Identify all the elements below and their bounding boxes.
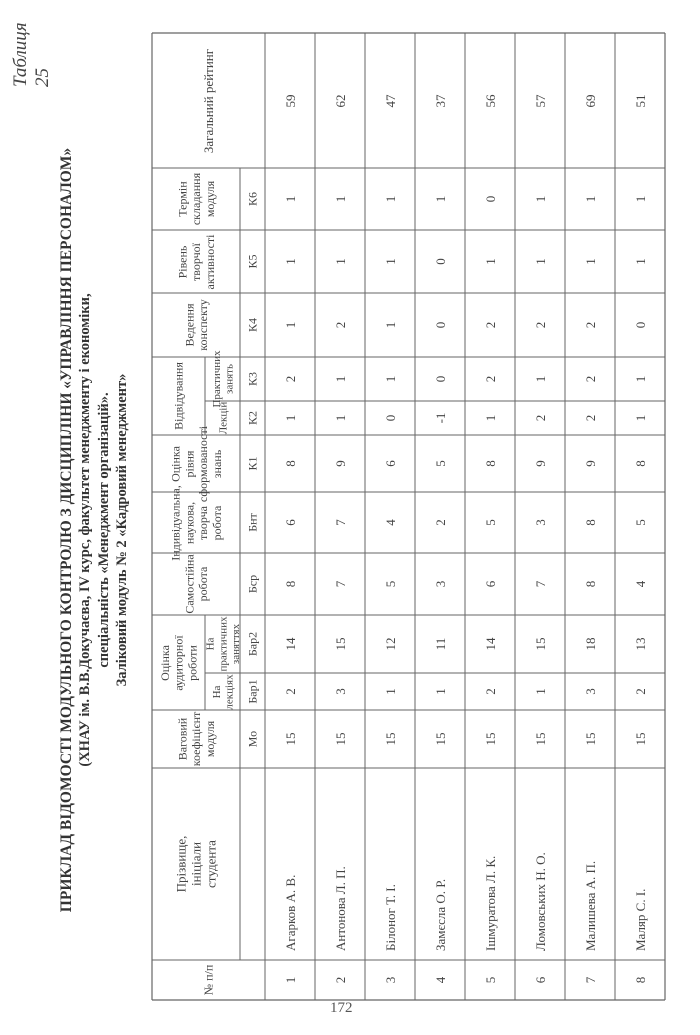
- header-on-practical: заняттях: [230, 623, 242, 665]
- header-weight-coefficient: Ваговий: [175, 717, 190, 761]
- row-number: 4: [433, 976, 448, 984]
- total-rating: 57: [533, 94, 548, 108]
- cell-k6: 0: [483, 195, 498, 203]
- student-name: Ішмуратова Л. К.: [483, 855, 498, 951]
- header-knowledge-level: знань: [209, 449, 224, 479]
- header-self-work: робота: [196, 566, 211, 602]
- header-code: К4: [245, 317, 260, 333]
- header-knowledge-level: Оцінка: [168, 446, 183, 482]
- row-number: 5: [483, 976, 498, 984]
- table-caption: Таблиця 25: [10, 22, 53, 87]
- cell-k3: 1: [383, 375, 398, 383]
- cell-mo: 15: [583, 732, 598, 746]
- header-individual-work: робота: [209, 505, 224, 541]
- cell-mo: 15: [483, 732, 498, 746]
- cell-bnt: 2: [433, 519, 448, 526]
- header-notes: конспекту: [196, 299, 211, 351]
- cell-k2: 1: [283, 414, 298, 422]
- total-rating: 69: [583, 94, 598, 108]
- header-individual-work: Індивідуальна,: [168, 485, 183, 561]
- cell-k4: 2: [583, 321, 598, 329]
- header-individual-work: творча: [196, 506, 211, 540]
- cell-b1: 1: [433, 688, 448, 695]
- total-rating: 56: [483, 94, 498, 108]
- cell-k5: 1: [483, 258, 498, 265]
- cell-k2: -1: [433, 412, 448, 424]
- cell-b1: 1: [533, 688, 548, 695]
- cell-b2: 14: [283, 637, 298, 651]
- row-number: 3: [383, 976, 398, 984]
- table-title-line-1: ПРИКЛАД ВІДОМОСТІ МОДУЛЬНОГО КОНТРОЛЮ З ДИСЦИПЛІНИ «УПРАВЛІННЯ ПЕРСОНАЛОМ»: [58, 147, 75, 913]
- cell-k1: 5: [433, 460, 448, 467]
- student-name: Білоног Т. І.: [383, 884, 398, 951]
- cell-k4: 0: [433, 321, 448, 329]
- header-code: К2: [245, 410, 260, 426]
- header-self-work: Самостійна: [182, 554, 197, 614]
- header-code: Бар1: [245, 679, 260, 704]
- cell-k2: 1: [633, 414, 648, 422]
- header-knowledge-level: сформованості: [196, 425, 211, 503]
- cell-k3: 2: [483, 375, 498, 383]
- header-creative-activity: активності: [203, 234, 217, 290]
- table-title-line-2: (ХНАУ ім. В.В.Докучаєва, IV курс, факультет менеджменту і економіки,: [77, 293, 93, 767]
- cell-mo: 15: [333, 732, 348, 746]
- cell-bnt: 6: [283, 519, 298, 526]
- cell-k4: 2: [333, 321, 348, 329]
- student-name: Маляр С. І.: [633, 888, 648, 951]
- row-number: 8: [633, 976, 648, 984]
- cell-bnt: 4: [383, 519, 398, 526]
- header-attendance-practical: Практичних: [211, 350, 224, 408]
- header-student-name: Прізвище,: [173, 835, 189, 893]
- table-title-line-3: спеціальність «Менеджмент організацій».: [96, 392, 112, 668]
- cell-k5: 1: [633, 258, 648, 265]
- cell-b2: 18: [583, 637, 598, 651]
- cell-k1: 9: [333, 460, 348, 467]
- header-code: К5: [245, 254, 260, 269]
- cell-bnt: 7: [333, 519, 348, 526]
- cell-b2: 15: [333, 637, 348, 651]
- cell-bsr: 3: [433, 580, 448, 588]
- total-rating: 51: [633, 94, 648, 108]
- cell-k2: 0: [383, 414, 398, 422]
- cell-mo: 15: [533, 732, 548, 746]
- cell-k3: 2: [583, 375, 598, 383]
- header-knowledge-level: рівня: [182, 450, 197, 478]
- cell-bnt: 5: [633, 519, 648, 526]
- header-on-lectures: лекціях: [223, 674, 236, 710]
- header-on-practical: На: [204, 637, 217, 651]
- header-on-practical: практичних: [217, 616, 230, 672]
- header-code: Бнт: [245, 513, 260, 532]
- cell-k2: 1: [483, 414, 498, 422]
- cell-k5: 1: [333, 258, 348, 265]
- cell-b2: 14: [483, 637, 498, 651]
- cell-bnt: 5: [483, 519, 498, 526]
- cell-b2: 11: [433, 637, 448, 651]
- cell-b1: 1: [383, 688, 398, 695]
- header-individual-work: наукова,: [182, 501, 197, 545]
- cell-k4: 0: [633, 321, 648, 329]
- cell-k5: 1: [583, 258, 598, 265]
- header-attendance-practical: занять: [223, 364, 236, 394]
- total-rating: 47: [383, 94, 398, 108]
- cell-b2: 15: [533, 637, 548, 651]
- header-code: Бар2: [245, 631, 260, 657]
- header-attendance: Відвідування: [171, 362, 186, 430]
- page-number: 172: [330, 1000, 353, 1016]
- student-name: Замєсла О. Р.: [433, 878, 448, 951]
- cell-k1: 8: [283, 460, 298, 467]
- header-creative-activity: Рівень: [175, 245, 190, 279]
- cell-bsr: 8: [583, 580, 598, 588]
- cell-k6: 1: [433, 195, 448, 203]
- cell-mo: 15: [283, 732, 298, 746]
- cell-k1: 6: [383, 460, 398, 467]
- header-number: № п/п: [201, 964, 216, 996]
- cell-k2: 1: [333, 414, 348, 422]
- cell-bsr: 4: [633, 580, 648, 588]
- cell-bsr: 8: [283, 580, 298, 588]
- cell-bsr: 7: [533, 580, 548, 588]
- header-code: К3: [245, 371, 260, 387]
- cell-k5: 1: [383, 258, 398, 265]
- table-title-line-4: Заліковий модуль № 2 «Кадровий менеджмент»: [114, 373, 130, 687]
- cell-k6: 1: [383, 195, 398, 203]
- header-attendance-lectures: Лекцій: [217, 401, 230, 435]
- student-name: Агарков А. В.: [283, 874, 298, 951]
- cell-k4: 1: [283, 321, 298, 329]
- header-student-name: студента: [203, 840, 219, 888]
- header-student-name: ініціали: [188, 841, 204, 887]
- header-notes: Ведення: [182, 303, 197, 347]
- cell-k3: 1: [633, 375, 648, 383]
- cell-k6: 1: [333, 195, 348, 203]
- row-number: 7: [583, 976, 598, 984]
- cell-k4: 2: [533, 321, 548, 329]
- cell-k1: 8: [483, 460, 498, 467]
- cell-b1: 2: [633, 688, 648, 695]
- student-name: Малишева А. П.: [583, 860, 598, 951]
- cell-bsr: 7: [333, 580, 348, 588]
- student-name: Ломовських Н. О.: [533, 852, 548, 951]
- cell-k3: 0: [433, 375, 448, 383]
- header-code: Мо: [245, 730, 260, 748]
- cell-k3: 1: [533, 375, 548, 383]
- cell-k6: 1: [283, 195, 298, 203]
- cell-k3: 2: [283, 375, 298, 383]
- cell-bsr: 5: [383, 580, 398, 588]
- header-weight-coefficient: модуля: [203, 720, 217, 758]
- cell-k4: 1: [383, 321, 398, 329]
- cell-k3: 1: [333, 375, 348, 383]
- header-weight-coefficient: коефіцієнт: [189, 711, 204, 767]
- cell-b1: 3: [333, 688, 348, 695]
- cell-k1: 9: [583, 460, 598, 467]
- total-rating: 59: [283, 94, 298, 108]
- cell-mo: 15: [633, 732, 648, 746]
- cell-b2: 13: [633, 637, 648, 651]
- cell-k6: 1: [533, 195, 548, 203]
- cell-mo: 15: [433, 732, 448, 746]
- total-rating: 62: [333, 94, 348, 108]
- header-creative-activity: творчої: [189, 243, 204, 281]
- cell-k2: 2: [533, 414, 548, 422]
- header-auditory-work: Оцінка: [157, 645, 172, 681]
- cell-k6: 1: [633, 195, 648, 203]
- cell-bsr: 6: [483, 580, 498, 588]
- cell-b1: 2: [283, 688, 298, 695]
- header-on-lectures: На: [211, 685, 224, 699]
- cell-k4: 2: [483, 321, 498, 329]
- cell-k2: 2: [583, 414, 598, 422]
- cell-k5: 1: [533, 258, 548, 265]
- cell-k5: 0: [433, 258, 448, 265]
- cell-bnt: 3: [533, 519, 548, 526]
- total-rating: 37: [433, 94, 448, 108]
- row-number: 2: [333, 976, 348, 984]
- header-module-deadline: Термін: [175, 181, 190, 217]
- cell-b1: 3: [583, 688, 598, 695]
- cell-k1: 9: [533, 460, 548, 467]
- cell-k5: 1: [283, 258, 298, 265]
- cell-bnt: 8: [583, 519, 598, 526]
- header-module-deadline: модуля: [203, 180, 217, 218]
- header-total-rating: Загальний рейтинг: [201, 48, 217, 154]
- header-code: К1: [245, 456, 260, 471]
- cell-b1: 2: [483, 688, 498, 695]
- header-code: К6: [245, 191, 260, 207]
- cell-k1: 8: [633, 460, 648, 467]
- row-number: 6: [533, 976, 548, 984]
- student-name: Антонова Л. П.: [333, 866, 348, 951]
- header-auditory-work: роботи: [185, 645, 200, 681]
- row-number: 1: [283, 976, 298, 984]
- cell-k6: 1: [583, 195, 598, 203]
- header-auditory-work: аудиторної: [171, 635, 186, 691]
- header-module-deadline: складання: [189, 172, 204, 226]
- cell-b2: 12: [383, 637, 398, 651]
- header-code: Бср: [245, 574, 260, 594]
- cell-mo: 15: [383, 732, 398, 746]
